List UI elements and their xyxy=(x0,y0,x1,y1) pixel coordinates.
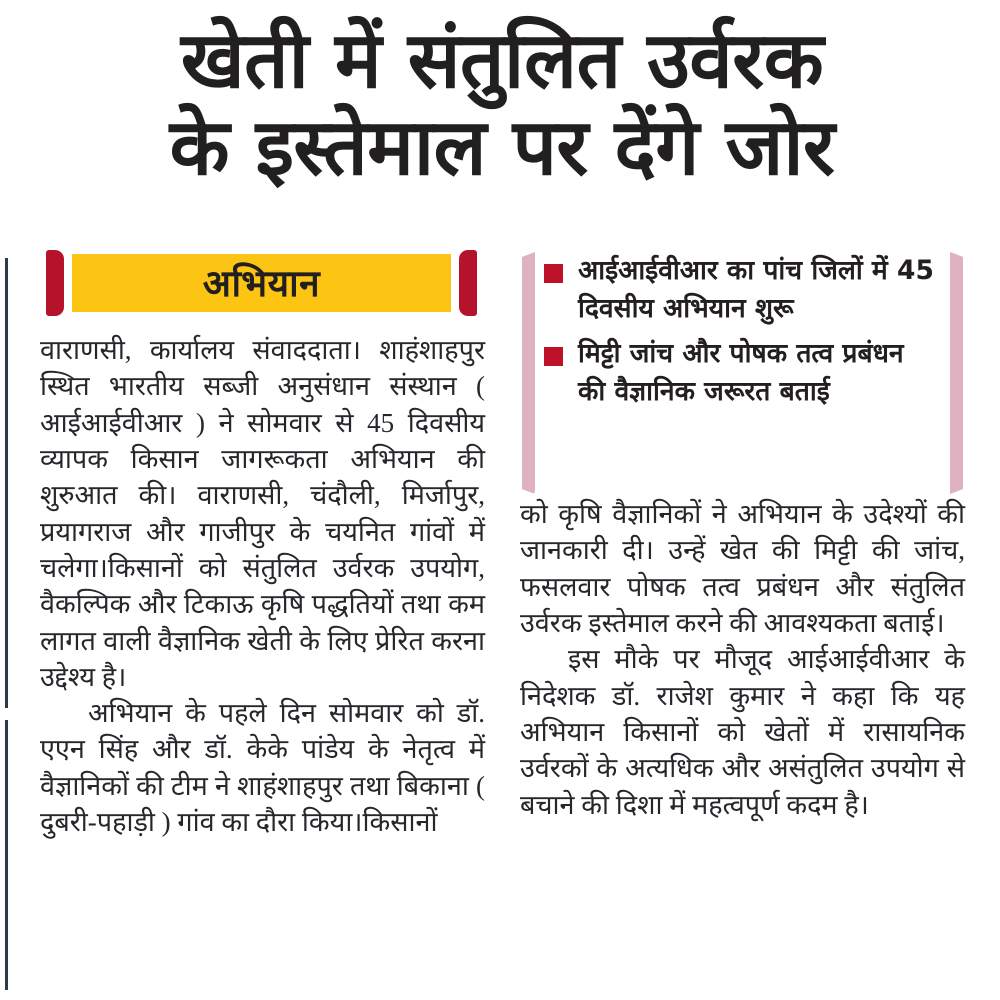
banner-body xyxy=(72,254,451,312)
highlight-text: आईआईवीआर का पांच जिलों में 45 दिवसीय अभियान शुरू xyxy=(578,255,934,324)
highlights-list xyxy=(542,252,939,411)
left-paragraph-1: वाराणसी, कार्यालय संवाददाता। शाहंशाहपुर स्थित भारतीय सब्जी अनुसंधान संस्थान ( आईआईवीआर ) ने सोमवार से 45 दिवसीय व्यापक किसान जागरूकता अभियान की शुरुआत की। वाराणसी, चंदौली, मिर्जापुर, प्रयागराज और गाजीपुर के चयनित गांवों में चलेगा।किसानों को संतुलित उर्वरक उपयोग, वैकल्पिक और टिकाऊ कृषि पद्धतियों तथा कम लागत वाली वैज्ञानिक खेती के लिए प्रेरित करना उद्देश्य है। xyxy=(40,335,485,692)
list-item xyxy=(578,335,939,410)
headline xyxy=(34,18,970,193)
highlights-box xyxy=(520,248,965,496)
right-paragraph-1: को कृषि वैज्ञानिकों ने अभियान के उदेश्यों की जानकारी दी। उन्हें खेत की मिट्टी की जांच, फसलवार पोषक तत्व प्रबंधन और संतुलित उर्वरक इस्तेमाल करने की आवश्यकता बताई। xyxy=(520,499,965,638)
left-paragraph-2: अभियान के पहले दिन सोमवार को डॉ. एएन सिंह और डॉ. केके पांडेय के नेतृत्व में वैज्ञानिकों की टीम ने शाहंशाहपुर तथा बिकाना ( दुबरी-पहाड़ी ) गांव का दौरा किया।किसानों xyxy=(40,698,485,838)
headline-line-1: खेती में संतुलित उर्वरक xyxy=(180,16,824,106)
highlights-bar-right xyxy=(950,252,963,494)
highlights-bar-left xyxy=(522,252,535,494)
left-column-text xyxy=(40,332,485,840)
square-bullet-icon xyxy=(544,264,563,283)
banner-label: अभियान xyxy=(202,261,321,305)
campaign-banner xyxy=(40,248,485,318)
right-column-text xyxy=(520,496,965,823)
banner-cap-right-icon xyxy=(459,250,477,316)
list-item xyxy=(578,252,939,327)
right-paragraph-2: इस मौके पर मौजूद आईआईवीआर के निदेशक डॉ. राजेश कुमार ने कहा कि यह अभियान किसानों को खेतों में रासायनिक उर्वरकों के अत्यधिक और असंतुलित उपयोग से बचाने की दिशा में महत्वपूर्ण कदम है। xyxy=(520,644,965,820)
article-columns xyxy=(40,248,965,996)
headline-line-2: के इस्तेमाल पर देंगे जोर xyxy=(169,103,835,194)
page-edge-rule-lower xyxy=(5,720,8,990)
banner-cap-left-icon xyxy=(46,250,64,316)
square-bullet-icon xyxy=(544,347,563,366)
highlight-text: मिट्टी जांच और पोषक तत्व प्रबंधन की वैज्ञानिक जरूरत बताई xyxy=(578,338,904,407)
left-column xyxy=(40,248,485,996)
page-edge-rule-upper xyxy=(5,258,8,708)
right-column xyxy=(520,248,965,996)
